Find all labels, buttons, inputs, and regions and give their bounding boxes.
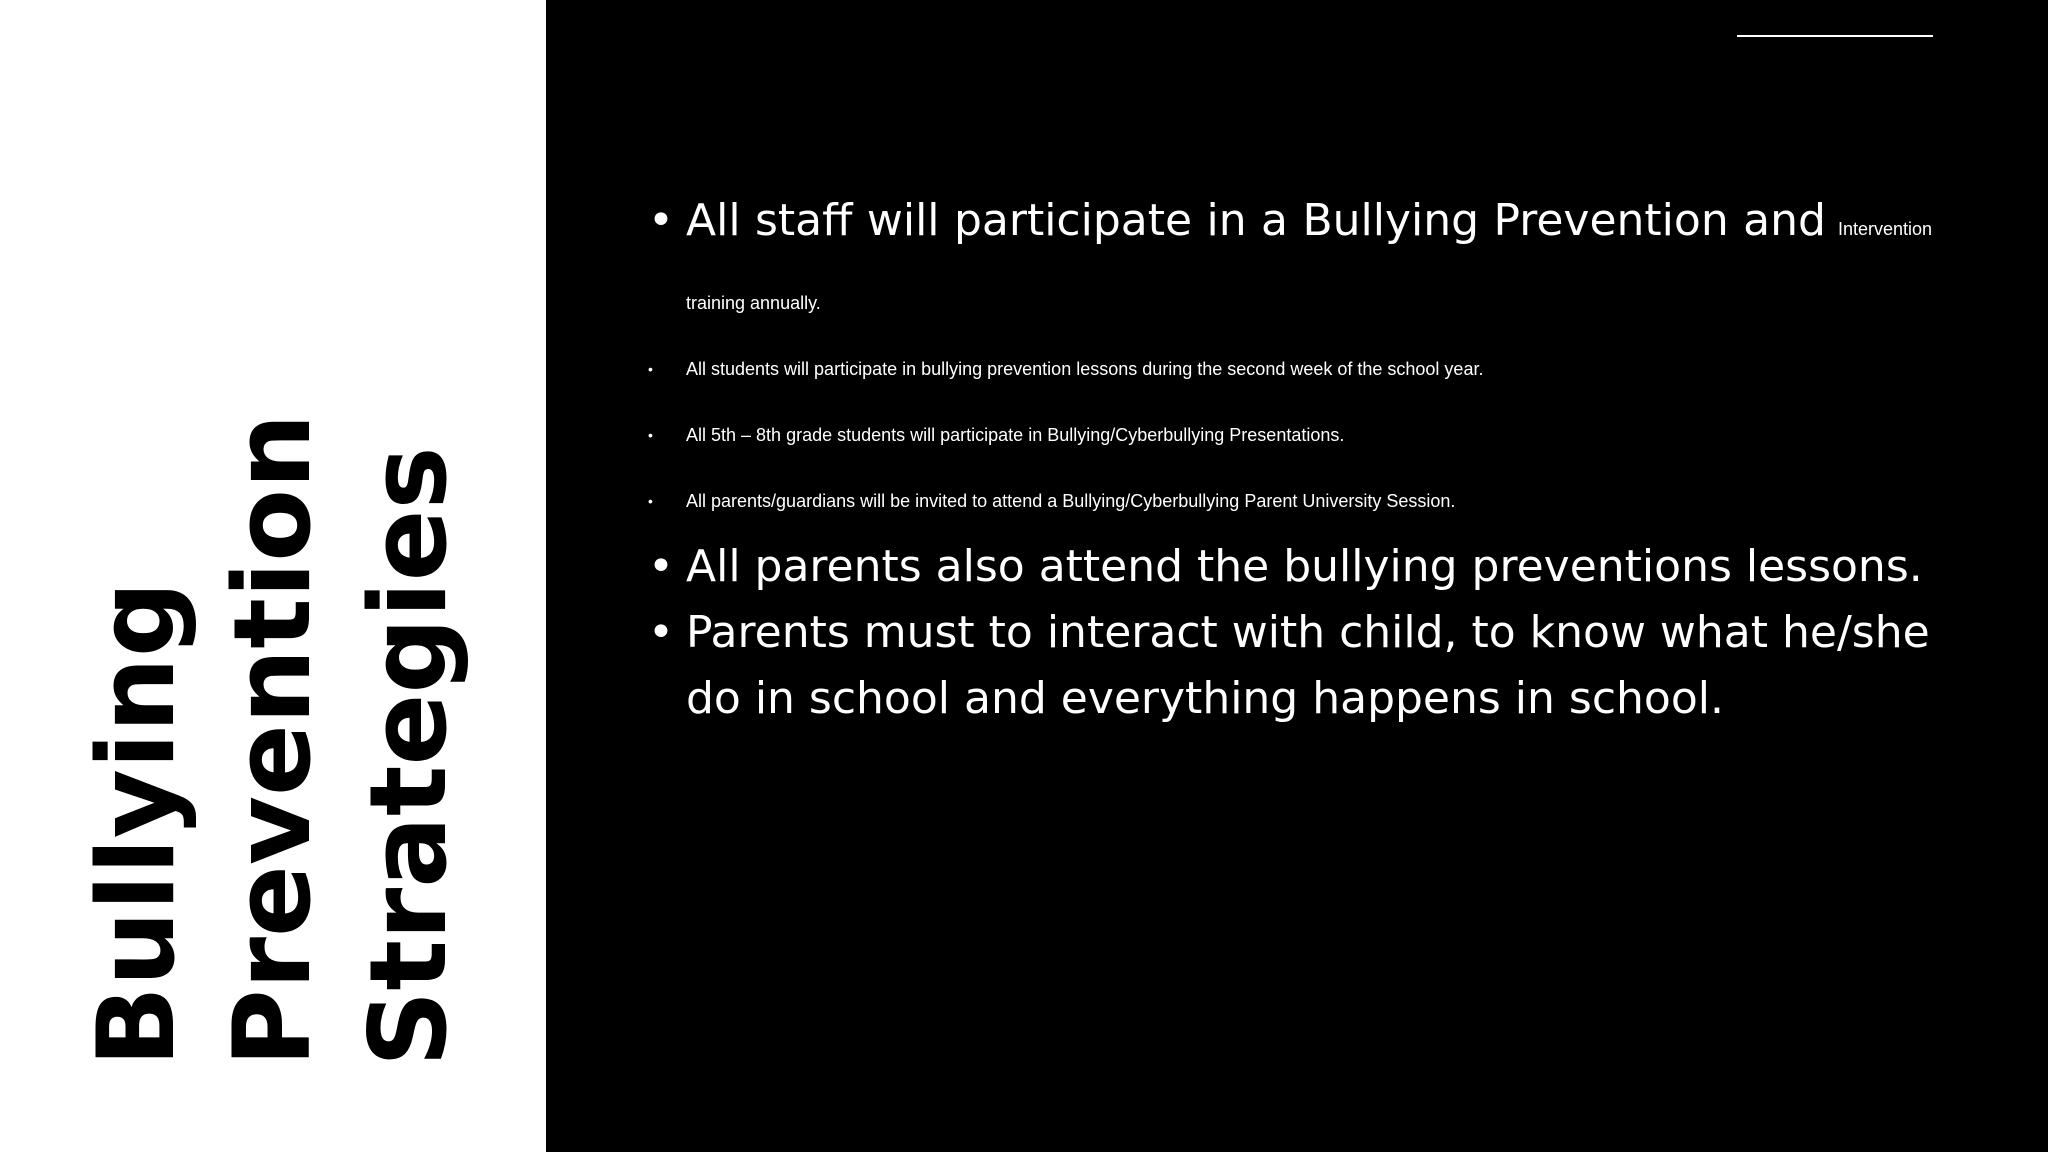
bullet-icon: •: [648, 361, 653, 377]
title-line-1: Bullying: [75, 581, 198, 1067]
bullet-text: All parents also attend the bullying preventions lessons.: [686, 541, 1923, 592]
bullet-text: All parents/guardians will be invited to attend a Bullying/Cyberbullying Parent University Session.: [686, 491, 1456, 511]
bullet-icon: •: [648, 541, 674, 592]
title-line-3: Strategies: [347, 446, 470, 1067]
bullet-text: Parents must to interact with child, to know what he/she do in school and everything happens in school.: [686, 607, 1930, 724]
slide-title: [69, 347, 477, 1067]
title-line-2: Prevention: [211, 413, 334, 1067]
bullet-item-parent-session: [648, 468, 1932, 534]
bullet-icon: •: [648, 493, 653, 509]
bullet-icon: •: [648, 427, 653, 443]
bullet-icon: •: [648, 195, 674, 246]
title-panel: [0, 0, 546, 1152]
bullet-icon: •: [648, 607, 674, 658]
bullet-item-presentations: [648, 402, 1932, 468]
bullet-item-parents-attend: [648, 534, 1932, 600]
bullet-text: All students will participate in bullying prevention lessons during the second week of the school year.: [686, 359, 1484, 379]
bullet-item-student-lessons: [648, 336, 1932, 402]
bullet-text: All staff will participate in a Bullying Prevention and: [686, 195, 1826, 246]
accent-line: [1737, 35, 1933, 37]
bullet-text-small: Intervention training annually.: [686, 219, 1932, 313]
bullet-list: [648, 188, 1932, 732]
bullet-item-parents-interact: [648, 600, 1932, 732]
bullet-text: All 5th – 8th grade students will participate in Bullying/Cyberbullying Presentations.: [686, 425, 1345, 445]
bullet-item-staff-training: [648, 188, 1932, 336]
